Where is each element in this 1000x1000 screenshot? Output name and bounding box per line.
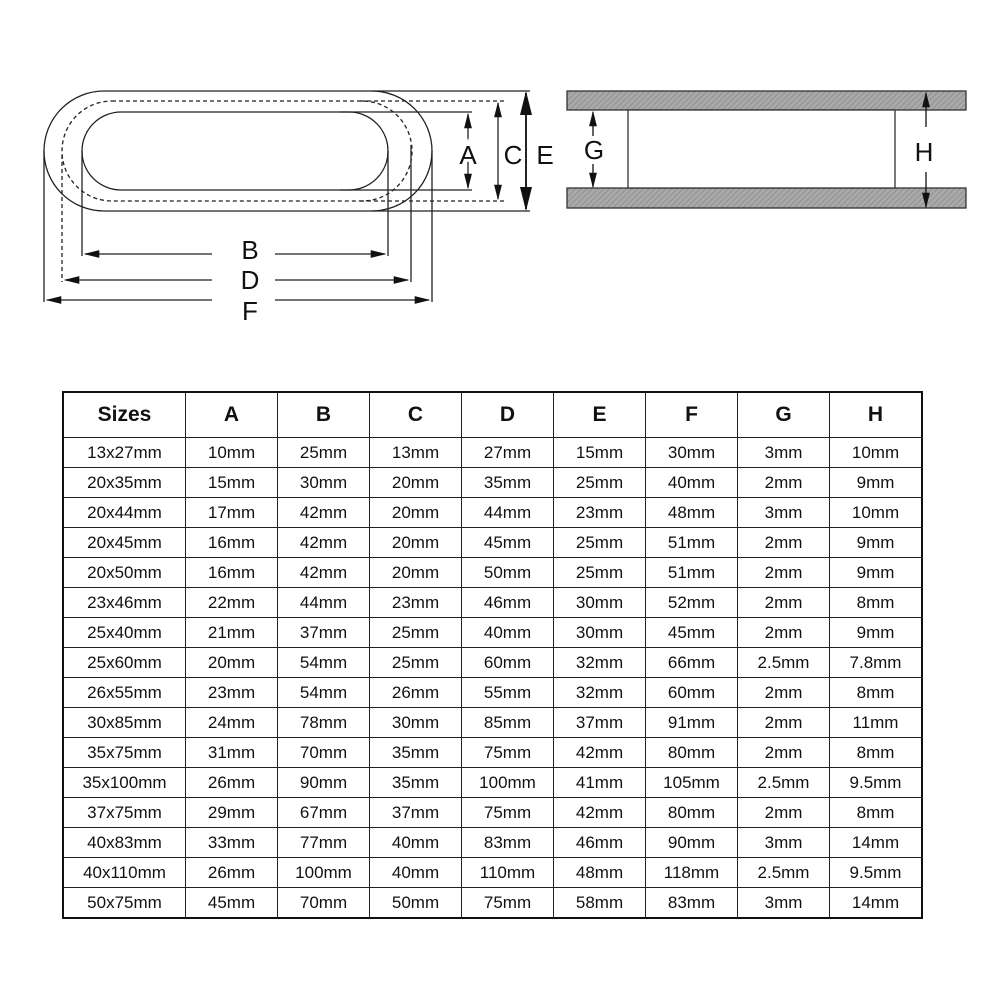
table-cell: 23x46mm [63,588,186,618]
table-cell: 52mm [646,588,738,618]
table-cell: 50x75mm [63,888,186,919]
table-cell: 51mm [646,528,738,558]
table-cell: 42mm [278,498,370,528]
table-cell: 46mm [554,828,646,858]
table-cell: 2.5mm [738,768,830,798]
table-cell: 23mm [554,498,646,528]
table-row [63,648,922,678]
table-cell: 14mm [830,888,923,919]
table-row [63,768,922,798]
table-cell: 46mm [462,588,554,618]
dimension-diagram [0,0,1000,340]
table-row [63,798,922,828]
table-cell: 14mm [830,828,923,858]
table-cell: 17mm [186,498,278,528]
label-b: B [241,235,259,265]
table-cell: 80mm [646,798,738,828]
table-row [63,888,922,919]
table-cell: 2mm [738,588,830,618]
table-cell: 54mm [278,678,370,708]
table-cell: 50mm [462,558,554,588]
table-cell: 2mm [738,738,830,768]
table-cell: 55mm [462,678,554,708]
table-cell: 42mm [554,738,646,768]
table-row [63,618,922,648]
table-cell: 90mm [646,828,738,858]
bottom-flange [567,188,966,208]
label-g: G [583,135,605,165]
table-cell: 29mm [186,798,278,828]
table-cell: 23mm [370,588,462,618]
table-header-row [63,392,922,438]
table-cell: 78mm [278,708,370,738]
table-row [63,558,922,588]
table-cell: 9mm [830,528,923,558]
table-cell: 35x100mm [63,768,186,798]
table-cell: 10mm [186,438,278,468]
table-cell: 20x35mm [63,468,186,498]
table-row [63,528,922,558]
table-cell: 42mm [278,558,370,588]
table-cell: 3mm [738,888,830,919]
table-cell: 15mm [554,438,646,468]
table-cell: 83mm [646,888,738,919]
grommet-body [628,110,895,188]
table-cell: 60mm [462,648,554,678]
table-cell: 13x27mm [63,438,186,468]
table-row [63,438,922,468]
table-cell: 9mm [830,558,923,588]
inner-oval [82,112,388,190]
table-cell: 25mm [554,468,646,498]
table-cell: 83mm [462,828,554,858]
table-cell: 2mm [738,708,830,738]
table-cell: 20x50mm [63,558,186,588]
table-cell: 25x60mm [63,648,186,678]
table-cell: 75mm [462,888,554,919]
table-cell: 23mm [186,678,278,708]
column-header-b: B [278,392,370,438]
table-cell: 30mm [554,588,646,618]
column-header-f: F [646,392,738,438]
table-cell: 3mm [738,828,830,858]
table-row [63,678,922,708]
column-header-a: A [186,392,278,438]
table-cell: 40mm [646,468,738,498]
side-view [567,91,966,208]
table-cell: 35x75mm [63,738,186,768]
table-cell: 3mm [738,438,830,468]
label-c: C [503,140,523,170]
table-cell: 20mm [370,558,462,588]
table-cell: 20mm [370,528,462,558]
table-cell: 110mm [462,858,554,888]
table-cell: 32mm [554,648,646,678]
table-cell: 40mm [370,828,462,858]
table-cell: 32mm [554,678,646,708]
table-cell: 20mm [370,498,462,528]
table-cell: 31mm [186,738,278,768]
table-cell: 25mm [278,438,370,468]
table-cell: 100mm [462,768,554,798]
table-cell: 70mm [278,738,370,768]
table-cell: 44mm [278,588,370,618]
table-cell: 50mm [370,888,462,919]
table-cell: 2mm [738,618,830,648]
column-header-g: G [738,392,830,438]
table-cell: 45mm [186,888,278,919]
table-cell: 25x40mm [63,618,186,648]
table-cell: 67mm [278,798,370,828]
table-row [63,588,922,618]
table-cell: 8mm [830,588,923,618]
table-cell: 58mm [554,888,646,919]
table-cell: 26mm [370,678,462,708]
flange-oval [62,101,412,201]
table-cell: 9mm [830,468,923,498]
table-cell: 10mm [830,438,923,468]
table-cell: 40mm [370,858,462,888]
table-cell: 42mm [554,798,646,828]
table-cell: 75mm [462,798,554,828]
table-cell: 25mm [554,528,646,558]
column-header-sizes: Sizes [63,392,186,438]
table-cell: 9.5mm [830,768,923,798]
table-cell: 41mm [554,768,646,798]
table-cell: 30x85mm [63,708,186,738]
table-row [63,708,922,738]
table-cell: 33mm [186,828,278,858]
top-flange [567,91,966,110]
table-cell: 8mm [830,678,923,708]
table-cell: 15mm [186,468,278,498]
table-cell: 13mm [370,438,462,468]
table-cell: 22mm [186,588,278,618]
table-cell: 9.5mm [830,858,923,888]
table-cell: 37mm [554,708,646,738]
table-cell: 16mm [186,528,278,558]
table-cell: 2mm [738,528,830,558]
table-cell: 30mm [554,618,646,648]
table-cell: 37mm [370,798,462,828]
table-cell: 35mm [462,468,554,498]
table-cell: 27mm [462,438,554,468]
table-cell: 51mm [646,558,738,588]
table-cell: 2mm [738,678,830,708]
size-table [62,391,923,919]
label-f: F [242,296,258,326]
table-cell: 48mm [554,858,646,888]
table-cell: 37x75mm [63,798,186,828]
table-cell: 8mm [830,798,923,828]
table-cell: 2mm [738,798,830,828]
table-cell: 21mm [186,618,278,648]
table-cell: 35mm [370,738,462,768]
table-cell: 20mm [370,468,462,498]
table-cell: 7.8mm [830,648,923,678]
table-cell: 45mm [462,528,554,558]
table-cell: 35mm [370,768,462,798]
table-cell: 16mm [186,558,278,588]
table-cell: 30mm [646,438,738,468]
table-cell: 20mm [186,648,278,678]
table-cell: 10mm [830,498,923,528]
table-row [63,828,922,858]
table-cell: 75mm [462,738,554,768]
table-cell: 24mm [186,708,278,738]
table-cell: 45mm [646,618,738,648]
table-cell: 54mm [278,648,370,678]
table-row [63,738,922,768]
table-cell: 26mm [186,858,278,888]
table-row [63,468,922,498]
table-cell: 91mm [646,708,738,738]
column-header-h: H [830,392,923,438]
table-cell: 48mm [646,498,738,528]
table-row [63,858,922,888]
table-row [63,498,922,528]
table-cell: 8mm [830,738,923,768]
table-cell: 85mm [462,708,554,738]
column-header-e: E [554,392,646,438]
table-cell: 11mm [830,708,923,738]
label-d: D [240,265,260,295]
label-h: H [914,137,934,167]
table-cell: 40x83mm [63,828,186,858]
table-cell: 44mm [462,498,554,528]
table-cell: 20x45mm [63,528,186,558]
table-cell: 60mm [646,678,738,708]
table-cell: 100mm [278,858,370,888]
table-cell: 2mm [738,558,830,588]
table-cell: 25mm [370,648,462,678]
table-cell: 77mm [278,828,370,858]
table-cell: 66mm [646,648,738,678]
outer-oval [44,91,432,211]
table-cell: 3mm [738,498,830,528]
table-cell: 105mm [646,768,738,798]
table-cell: 20x44mm [63,498,186,528]
table-cell: 40x110mm [63,858,186,888]
table-cell: 2mm [738,468,830,498]
table-cell: 2.5mm [738,648,830,678]
table-cell: 26mm [186,768,278,798]
column-header-d: D [462,392,554,438]
table-cell: 70mm [278,888,370,919]
table-cell: 42mm [278,528,370,558]
table-cell: 2.5mm [738,858,830,888]
table-cell: 25mm [554,558,646,588]
table-cell: 80mm [646,738,738,768]
table-cell: 9mm [830,618,923,648]
table-cell: 30mm [278,468,370,498]
table-cell: 40mm [462,618,554,648]
table-cell: 26x55mm [63,678,186,708]
table-cell: 90mm [278,768,370,798]
top-view [44,91,530,302]
label-a: A [459,140,477,170]
table-cell: 37mm [278,618,370,648]
table-cell: 118mm [646,858,738,888]
label-e: E [536,140,554,170]
table-cell: 25mm [370,618,462,648]
column-header-c: C [370,392,462,438]
table-cell: 30mm [370,708,462,738]
